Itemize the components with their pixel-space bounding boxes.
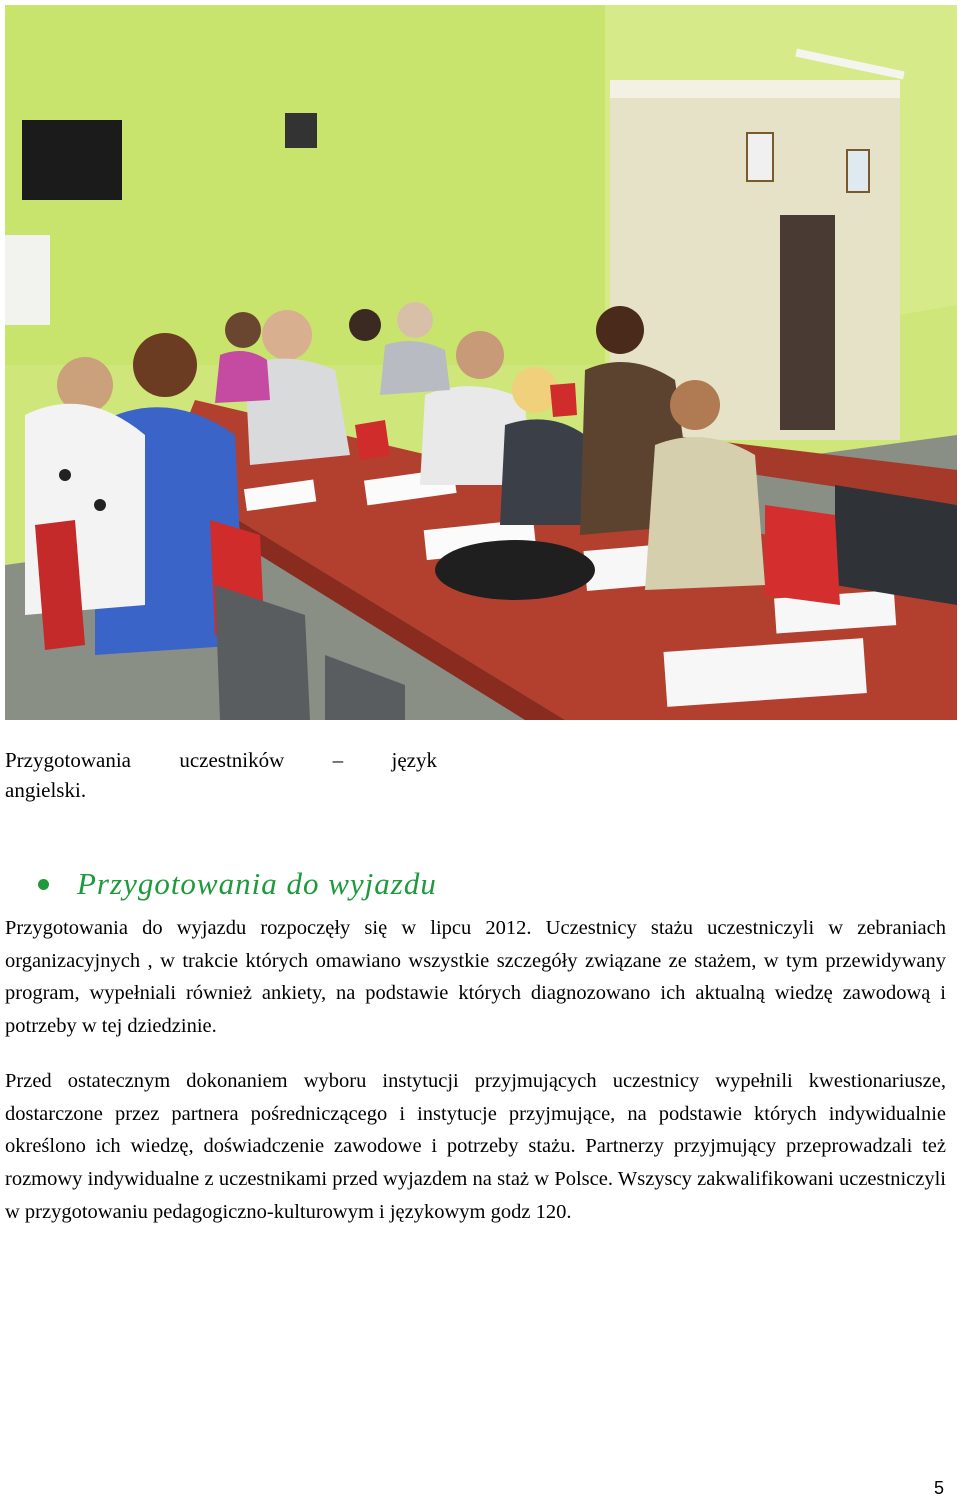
caption-word: język [391,748,437,772]
section-heading-text: Przygotowania do wyjazdu [77,866,437,901]
photo-caption [5,745,437,805]
page-number: 5 [933,1478,944,1498]
caption-word: uczestników [179,748,285,772]
caption-word: Przygotowania [5,748,131,772]
caption-dash: – [332,748,344,772]
bullet-icon [38,879,49,890]
classroom-photo [5,5,957,720]
section-heading [38,866,437,902]
paragraph-preparations: Przygotowania do wyjazdu rozpoczęły się w lipcu 2012. Uczestnicy stażu uczestniczyli w zebraniach organizacyjnych , w trakcie których omawiano wszystkie szczegóły związane ze stażem, w tym przewidywany program, wypełniali również ankiety, na podstawie których diagnozowano ich aktualną wiedzę zawodową i potrzeby w tej dziedzinie. [5,917,946,1038]
paragraph-selection: Przed ostatecznym dokonaniem wyboru instytucji przyjmujących uczestnicy wypełnili kwestionariusze, dostarczone przez partnera pośredniczącego i instytucje przyjmujące, na podstawie których indywidualnie określono ich wiedzę, doświadczenie zawodowe i potrzeby stażu. Partnerzy przyjmujący przeprowadzali też rozmowy indywidualne z uczestnikami przed wyjazdem na staż w Polsce. Wszyscy zakwalifikowani uczestniczyli w przygotowaniu pedagogiczno-kulturowym i językowym godz 120. [5,1070,946,1223]
classroom-photo-illustration [5,5,957,720]
caption-line-2: angielski. [5,778,87,802]
